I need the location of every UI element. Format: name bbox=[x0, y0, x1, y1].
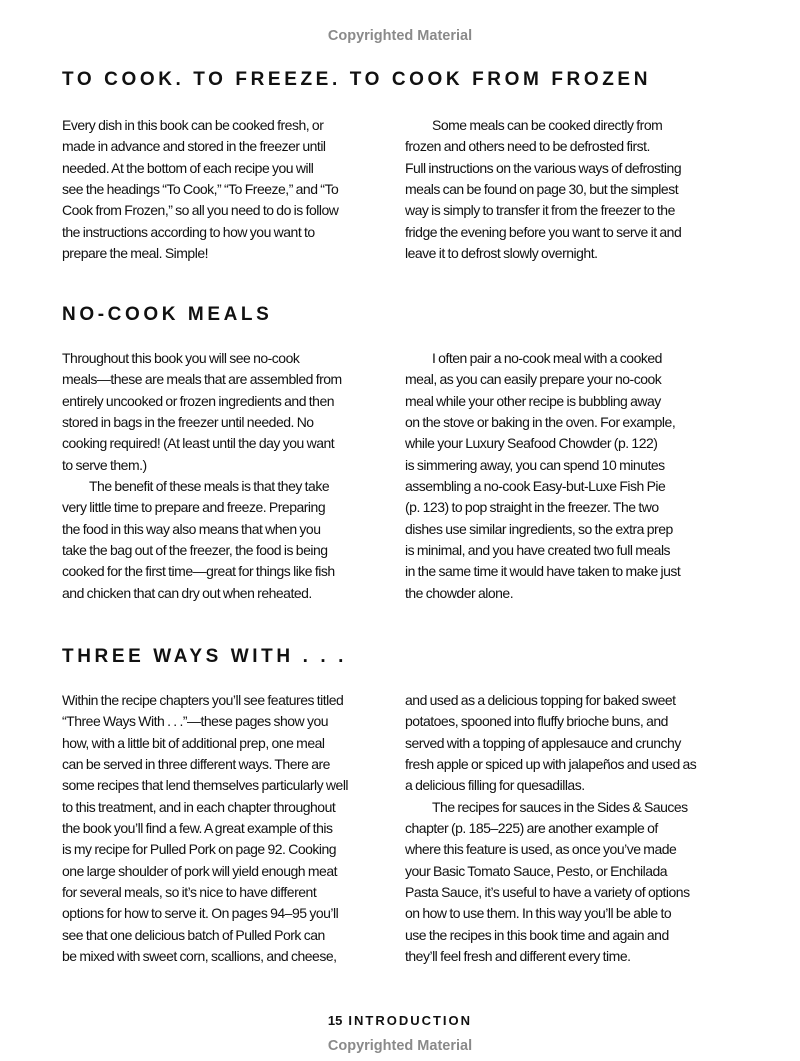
right-column bbox=[405, 115, 765, 264]
text-line: meals can be found on page 30, but the simplest bbox=[405, 181, 679, 198]
text-line: options for how to serve it. On pages 94–95 you’ll bbox=[62, 905, 339, 922]
text-line: see the headings “To Cook,” “To Freeze,” and “To bbox=[62, 181, 339, 198]
text-line: meals—these are meals that are assembled from bbox=[62, 371, 342, 388]
text-line: leave it to defrost slowly overnight. bbox=[405, 245, 598, 262]
section-heading: THREE WAYS WITH . . . bbox=[62, 646, 347, 667]
text-line: needed. At the bottom of each recipe you will bbox=[62, 159, 314, 176]
text-line: cooked for the first time—great for things like fish bbox=[62, 563, 335, 580]
text-line: where this feature is used, as once you’ve made bbox=[405, 841, 677, 858]
text-line: can be served in three different ways. There are bbox=[62, 756, 330, 773]
paragraph bbox=[405, 797, 765, 968]
text-line: the chowder alone. bbox=[405, 584, 514, 601]
section-heading: TO COOK. TO FREEZE. TO COOK FROM FROZEN bbox=[62, 69, 652, 90]
left-column bbox=[62, 115, 398, 264]
text-line: they’ll feel fresh and different every time. bbox=[405, 948, 631, 965]
text-line: the book you’ll find a few. A great example of this bbox=[62, 820, 333, 837]
page-footer bbox=[0, 1012, 800, 1030]
text-line: chapter (p. 185–225) are another example of bbox=[405, 820, 658, 837]
text-line: The recipes for sauces in the Sides & Sauces bbox=[432, 798, 688, 815]
text-line: the instructions according to how you want to bbox=[62, 223, 315, 240]
text-line: Within the recipe chapters you’ll see features titled bbox=[62, 692, 344, 708]
text-line: stored in bags in the freezer until needed. No bbox=[62, 414, 314, 431]
text-line: dishes use similar ingredients, so the extra prep bbox=[405, 520, 673, 537]
text-line: assembling a no-cook Easy-but-Luxe Fish Pie bbox=[405, 478, 666, 495]
text-line: some recipes that lend themselves particularly well bbox=[62, 777, 349, 794]
text-line: (p. 123) to pop straight in the freezer. The two bbox=[405, 499, 659, 516]
text-line: cooking required! (At least until the day you want bbox=[62, 435, 335, 452]
text-line: fresh apple or spiced up with jalapeños and used as bbox=[405, 756, 697, 773]
text-line: a delicious filling for quesadillas. bbox=[405, 777, 585, 794]
right-column bbox=[405, 348, 765, 604]
text-line: way is simply to transfer it from the freezer to the bbox=[405, 202, 675, 219]
text-line: on how to use them. In this way you’ll be able to bbox=[405, 905, 672, 922]
text-line: The benefit of these meals is that they take bbox=[89, 478, 330, 495]
chapter-name: INTRODUCTION bbox=[348, 1013, 473, 1028]
paragraph bbox=[405, 348, 765, 604]
text-line: entirely uncooked or frozen ingredients and then bbox=[62, 392, 335, 409]
text-line: Throughout this book you will see no-cook bbox=[62, 350, 300, 366]
copyright-watermark-bottom: Copyrighted Material bbox=[327, 1038, 473, 1054]
text-line: frozen and others need to be defrosted first. bbox=[405, 138, 650, 155]
text-line: be mixed with sweet corn, scallions, and cheese, bbox=[62, 948, 337, 965]
text-line: one large shoulder of pork will yield enough meat bbox=[62, 862, 337, 879]
text-line: for several meals, so it’s nice to have different bbox=[62, 884, 317, 901]
left-column bbox=[62, 348, 398, 604]
text-line: your Basic Tomato Sauce, Pesto, or Enchilada bbox=[405, 862, 668, 879]
text-line: very little time to prepare and freeze. Preparing bbox=[62, 499, 326, 516]
paragraph bbox=[62, 115, 398, 264]
paragraph bbox=[405, 115, 765, 264]
text-line: to this treatment, and in each chapter throughout bbox=[62, 798, 336, 815]
text-line: and used as a delicious topping for baked sweet bbox=[405, 692, 676, 708]
text-line: served with a topping of applesauce and crunchy bbox=[405, 734, 681, 751]
text-line: “Three Ways With . . .”—these pages show you bbox=[62, 713, 329, 730]
text-line: potatoes, spooned into fluffy brioche buns, and bbox=[405, 713, 668, 730]
text-line: see that one delicious batch of Pulled Pork can bbox=[62, 926, 325, 943]
text-line: Cook from Frozen,” so all you need to do is follow bbox=[62, 202, 339, 219]
text-line: is minimal, and you have created two full meals bbox=[405, 542, 671, 559]
page-number: 15 bbox=[327, 1013, 343, 1028]
text-line: take the bag out of the freezer, the food is being bbox=[62, 542, 328, 559]
text-line: how, with a little bit of additional prep, one meal bbox=[62, 734, 325, 751]
text-line: to serve them.) bbox=[62, 456, 147, 473]
text-line: Some meals can be cooked directly from bbox=[432, 117, 663, 133]
paragraph bbox=[62, 476, 398, 604]
text-line: use the recipes in this book time and again and bbox=[405, 926, 669, 943]
text-line: meal while your other recipe is bubbling away bbox=[405, 392, 661, 409]
text-line: made in advance and stored in the freezer until bbox=[62, 138, 326, 155]
text-line: prepare the meal. Simple! bbox=[62, 245, 209, 262]
section-heading: NO-COOK MEALS bbox=[62, 304, 273, 325]
paragraph bbox=[62, 348, 398, 476]
text-line: on the stove or baking in the oven. For example, bbox=[405, 414, 676, 431]
text-line: is my recipe for Pulled Pork on page 92. Cooking bbox=[62, 841, 337, 858]
text-line: meal, as you can easily prepare your no-cook bbox=[405, 371, 662, 388]
paragraph bbox=[405, 690, 765, 797]
text-line: Full instructions on the various ways of defrosting bbox=[405, 159, 682, 176]
text-line: and chicken that can dry out when reheated. bbox=[62, 584, 312, 601]
text-line: I often pair a no-cook meal with a cooked bbox=[432, 350, 662, 366]
text-line: Every dish in this book can be cooked fresh, or bbox=[62, 117, 324, 133]
text-line: the food in this way also means that when you bbox=[62, 520, 321, 537]
text-line: in the same time it would have taken to make just bbox=[405, 563, 681, 580]
copyright-watermark-top: Copyrighted Material bbox=[327, 28, 473, 44]
text-line: fridge the evening before you want to serve it and bbox=[405, 223, 682, 240]
right-column bbox=[405, 690, 765, 967]
text-line: while your Luxury Seafood Chowder (p. 122) bbox=[405, 435, 658, 452]
paragraph bbox=[62, 690, 398, 967]
text-line: Pasta Sauce, it’s useful to have a variety of options bbox=[405, 884, 690, 901]
text-line: is simmering away, you can spend 10 minutes bbox=[405, 456, 665, 473]
left-column bbox=[62, 690, 398, 967]
